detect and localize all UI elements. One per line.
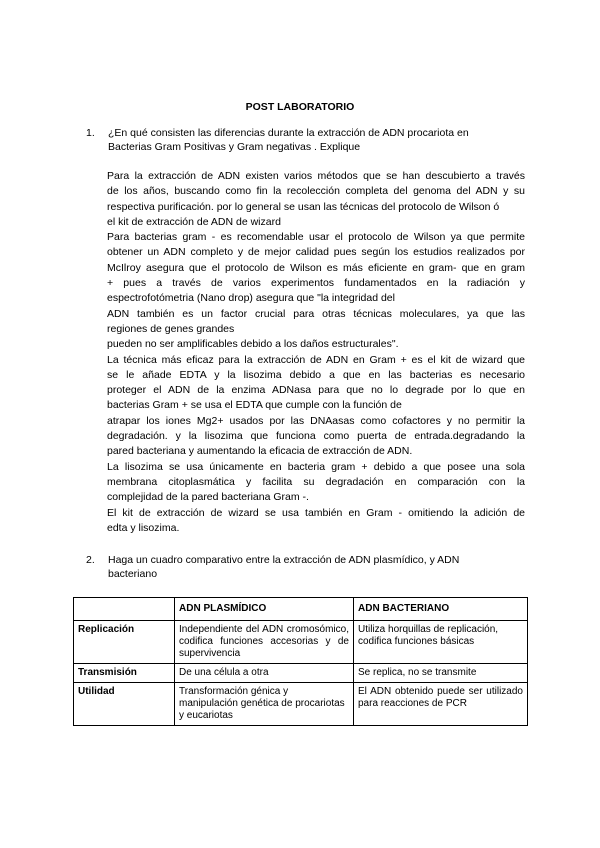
comparison-table — [73, 597, 528, 726]
table-row — [74, 683, 528, 726]
question-line: ¿En qué consisten las diferencias durante la extracción de ADN procariota en — [108, 127, 469, 139]
answer-line: pared bacteriana y aumentando la eficacia de extracción de ADN. — [107, 445, 413, 458]
cell-plasmid: De una célula a otra — [175, 664, 354, 683]
question-line: Bacterias Gram Positivas y Gram negativas . Explique — [108, 141, 361, 153]
question-number: 1. — [86, 127, 95, 139]
row-label-replicacion: Replicación — [74, 621, 175, 664]
answer-line: La técnica más eficaz para la extracción de ADN en Gram + es el kit de wizard que — [107, 353, 525, 366]
answer-line: edta y lisozima. — [107, 521, 180, 534]
answer-line: pueden no ser amplificables debido a los daños estructurales". — [107, 338, 399, 351]
answer-line: proteger el ADN de la enzima ADNasa para que no lo degrade por lo que en — [107, 384, 525, 397]
table-header-row — [74, 598, 528, 621]
answer-line: El kit de extracción de wizard se usa también en Gram - omitiendo la adición de — [107, 506, 525, 519]
cell-bacterial: Se replica, no se transmite — [354, 664, 528, 683]
table-row — [74, 664, 528, 683]
question-1 — [86, 126, 469, 154]
answer-line: membrana citoplasmática y facilita su degradación en comparación con la — [107, 475, 525, 488]
cell-bacterial: El ADN obtenido puede ser utilizado para reacciones de PCR — [354, 683, 528, 726]
answer-line: de los años, buscando como fin la recolección completa del genoma del ADN y su — [107, 185, 525, 198]
question-line: bacteriano — [108, 568, 158, 580]
question-2 — [86, 553, 460, 581]
question-number: 2. — [86, 554, 95, 566]
answer-line: McIlroy asegura que el protocolo de Wilson es más eficiente en gram- que en gram — [107, 261, 525, 274]
answer-line: ADN también es un factor crucial para otras técnicas moleculares, ya que las — [107, 307, 525, 320]
answer-line: degradación. y la lisozima que funciona como puerta de entrada.degradando la — [107, 430, 525, 443]
page-title: POST LABORATORIO — [245, 101, 355, 113]
row-label-transmision: Transmisión — [74, 664, 175, 683]
answer-line: se le añade EDTA y la lisozima debido a que en las bacterias es necesario — [107, 368, 525, 381]
table-row — [74, 621, 528, 664]
cell-plasmid: Transformación génica y manipulación genética de procariotas y eucariotas — [175, 683, 354, 726]
answer-line: + pues a través de varios experimentos fundamentados en la radiación y — [107, 277, 525, 290]
answer-line: La lisozima se usa únicamente en bacteria gram + debido a que posee una sola — [107, 460, 525, 473]
table-header-plasmid: ADN PLASMÍDICO — [175, 598, 354, 621]
row-label-utilidad: Utilidad — [74, 683, 175, 726]
answer-line: complejidad de la pared bacteriana Gram -. — [107, 491, 309, 504]
answer-line: Para bacterias gram - es recomendable usar el protocolo de Wilson ya que permite — [107, 231, 525, 244]
answer-line: Para la extracción de ADN existen varios métodos que se han descubierto a través — [107, 170, 525, 182]
answer-line: respectiva purificación. por lo general se usan las técnicas del protocolo de Wilson ó — [107, 200, 500, 213]
answer-block — [107, 169, 525, 536]
answer-line: bacterias Gram + se usa el EDTA que cumple con la función de — [107, 399, 402, 412]
question-line: Haga un cuadro comparativo entre la extracción de ADN plasmídico, y ADN — [108, 554, 460, 566]
answer-line: obtener un ADN completo y de mejor calidad pues según los estudios realizados por — [107, 246, 525, 259]
cell-bacterial: Utiliza horquillas de replicación, codifica funciones básicas — [354, 621, 528, 664]
table-header-empty — [74, 598, 175, 621]
answer-line: atrapar los iones Mg2+ usados por las DNAasas como cofactores y no permitir la — [107, 414, 525, 427]
answer-line: regiones de genes grandes — [107, 322, 235, 335]
answer-line: espectrofotómetria (Nano drop) asegura que "la integridad del — [107, 292, 395, 305]
table-header-bacterial: ADN BACTERIANO — [354, 598, 528, 621]
answer-line: el kit de extracción de ADN de wizard — [107, 215, 281, 228]
cell-plasmid: Independiente del ADN cromosómico, codifica funciones accesorias y de supervivencia — [175, 621, 354, 664]
